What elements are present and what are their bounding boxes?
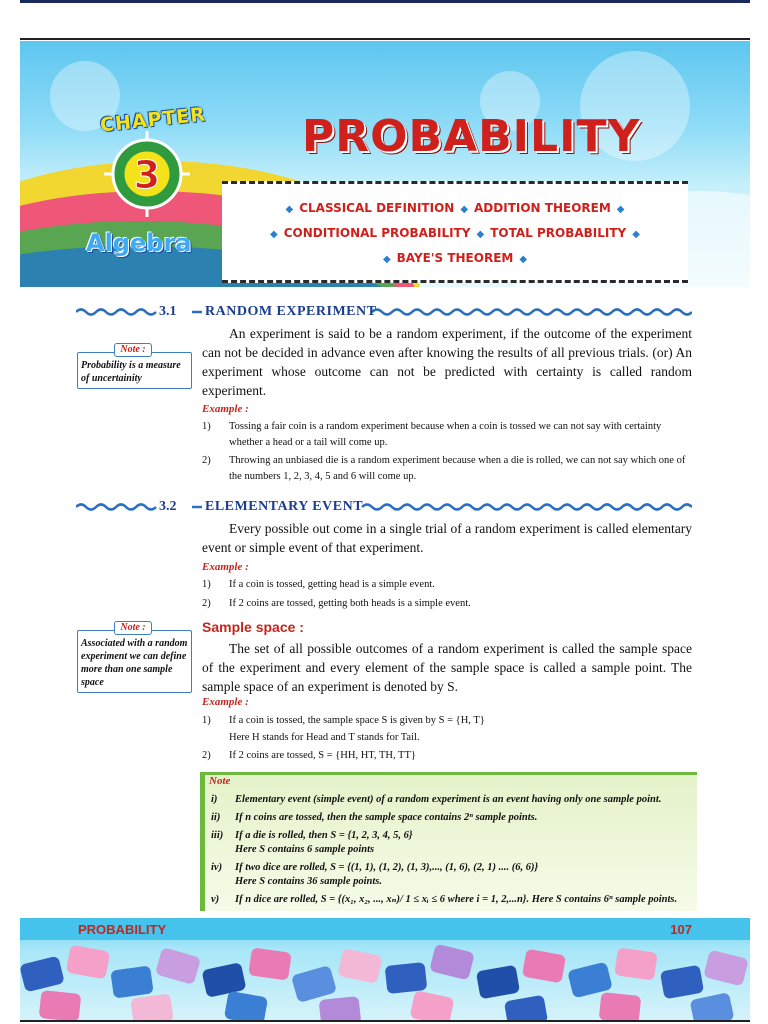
note-roman: i) <box>211 794 218 805</box>
decor-tile <box>690 992 735 1022</box>
chapter-number: 3 <box>133 153 161 197</box>
chapter-target-icon <box>104 131 190 217</box>
decor-tile <box>410 990 455 1022</box>
decor-tile <box>319 996 362 1022</box>
item-number: 1) <box>202 421 211 432</box>
subsection-heading: Sample space : <box>202 619 304 635</box>
decor-tile <box>291 965 337 1003</box>
item-text: If 2 coins are tossed, S = {HH, HT, TH, TT} <box>229 750 416 761</box>
decor-tile <box>224 991 268 1022</box>
item-text: If 2 coins are tossed, getting both heads is a simple event. <box>229 598 471 609</box>
side-note <box>77 622 192 693</box>
decor-tile <box>476 965 520 1000</box>
topics-box <box>222 181 688 283</box>
footer-title: PROBABILITY <box>78 922 167 937</box>
paragraph: The set of all possible outcomes of a random experiment is called the sample space of the experiment and every element of the sample space is called a sample point. The sample space of an experiment is denoted by S. <box>202 641 692 694</box>
note-roman: ii) <box>211 812 221 823</box>
side-note-tab: Note : <box>114 343 152 357</box>
side-note-text: Associated with a random experiment we can define more than one sample space <box>81 638 188 688</box>
section-heading <box>76 497 692 517</box>
topics-row: ◆ CONDITIONAL PROBABILITY ◆ TOTAL PROBABILITY ◆ <box>270 226 640 240</box>
note-roman: iv) <box>211 862 223 873</box>
section-title: ELEMENTARY EVENT <box>205 499 364 514</box>
item-number: 2) <box>202 750 211 761</box>
topics-row: ◆ CLASSICAL DEFINITION ◆ ADDITION THEOREM ◆ <box>285 201 625 215</box>
decor-tile <box>130 993 174 1022</box>
section-number: 3.1 <box>159 304 177 319</box>
decor-tile <box>429 944 475 981</box>
decor-tile <box>338 948 383 984</box>
topic-item: CLASSICAL DEFINITION <box>299 201 455 215</box>
paragraph: Every possible out come in a single trial of a random experiment is called elementary event or simple event of that experiment. <box>202 521 692 555</box>
topic-item: CONDITIONAL PROBABILITY <box>283 226 471 240</box>
page-number: 107 <box>670 922 692 937</box>
note-text: If two dice are rolled, S = {(1, 1), (1, 2), (1, 3),..., (1, 6), (2, 1) .... (6, 6)} <box>235 862 539 873</box>
section-number: 3.2 <box>159 499 177 514</box>
decor-tile <box>522 949 566 984</box>
decor-tile <box>599 992 642 1022</box>
item-number: 2) <box>202 455 211 466</box>
decor-tile <box>248 947 292 980</box>
item-text: If a coin is tossed, the sample space S is given by S = {H, T} <box>229 715 485 726</box>
note-roman: v) <box>211 894 220 905</box>
decor-tile <box>660 965 704 1000</box>
decor-tile <box>504 995 548 1022</box>
topic-item: TOTAL PROBABILITY <box>490 226 627 240</box>
section-title: RANDOM EXPERIMENT <box>205 304 377 319</box>
decor-tile <box>155 947 201 985</box>
bottom-rule <box>20 1020 750 1022</box>
note-text: If n coins are tossed, then the sample space contains 2ⁿ sample points. <box>235 812 538 823</box>
decor-tile <box>39 990 82 1022</box>
chapter-word: CHAPTER <box>99 103 207 137</box>
top-rule <box>20 0 750 3</box>
decor-tile <box>614 947 658 980</box>
example-label: Example : <box>202 403 249 415</box>
example-label: Example : <box>202 696 249 708</box>
side-note-tab: Note : <box>114 621 152 635</box>
topics-row: ◆ BAYE'S THEOREM ◆ <box>382 251 528 265</box>
decor-tile <box>20 956 65 993</box>
decor-tile <box>385 962 428 994</box>
note-text: Here S contains 6 sample points <box>235 844 375 855</box>
note-roman: iii) <box>211 830 224 841</box>
note-label: Note <box>209 775 231 787</box>
decor-tile <box>66 945 110 980</box>
header-rule <box>20 38 750 40</box>
note-text: If a die is rolled, then S = {1, 2, 3, 4, 5, 6} <box>235 830 413 841</box>
chapter-banner <box>20 41 750 287</box>
example-label: Example : <box>202 561 249 573</box>
subject-label: Algebra <box>86 229 192 257</box>
note-box <box>200 772 697 911</box>
note-text: Here S contains 36 sample points. <box>235 876 383 887</box>
section-heading <box>76 302 692 322</box>
decor-tile <box>110 965 154 998</box>
item-number: 1) <box>202 715 211 726</box>
note-text: Elementary event (simple event) of a random experiment is an event having only one sample point. <box>235 794 662 805</box>
paragraph: An experiment is said to be a random experiment, if the outcome of the experiment can not be decided in advance even after knowing the results of all previous trials. (or) An experiment whose outcome can not be predicted with certainty is called random experiment. <box>202 326 692 398</box>
page-footer <box>20 918 750 1022</box>
chapter-title: PROBABILITY <box>302 111 641 162</box>
topic-item: BAYE'S THEOREM <box>396 251 514 265</box>
side-note <box>77 344 192 389</box>
side-note-text: Probability is a measure of uncertainity <box>81 360 181 384</box>
item-text: Here H stands for Head and T stands for Tail. <box>229 732 420 743</box>
item-text: If a coin is tossed, getting head is a simple event. <box>229 579 435 590</box>
decor-tile <box>703 950 749 987</box>
note-text: If n dice are rolled, S = {(x₁, x₂, ..., xₙ)/ 1 ≤ xᵢ ≤ 6 where i = 1, 2,...n}. Here S contains 6ⁿ sample points. <box>235 894 678 905</box>
item-number: 1) <box>202 579 211 590</box>
item-text: Throwing an unbiased die is a random experiment because when a die is rolled, we can not say which one of the numbers 1, 2, 3, 4, 5 and 6 will come up. <box>229 455 686 482</box>
topic-item: ADDITION THEOREM <box>474 201 611 215</box>
item-number: 2) <box>202 598 211 609</box>
item-text: Tossing a fair coin is a random experiment because when a coin is tossed we can not say with certainty whether a head or a tail will come up. <box>229 421 662 448</box>
